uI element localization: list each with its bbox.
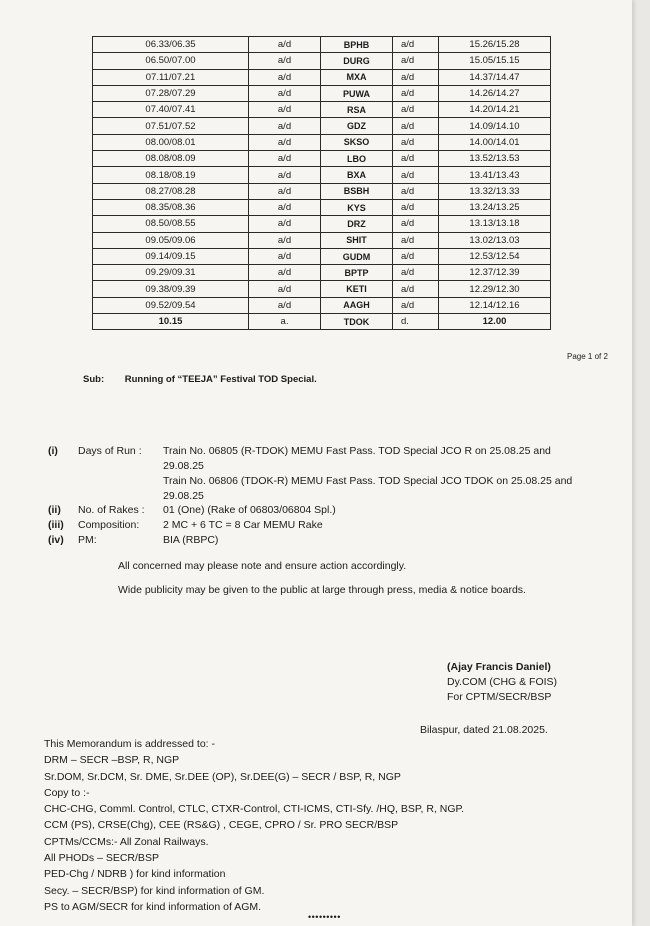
dep-arr-time-cell: 08.00/08.01 [93,134,249,150]
item-number: (ii) [48,504,61,516]
return-time-cell: 13.52/13.53 [439,151,551,167]
table-row [93,69,551,85]
days-of-run-item [48,444,608,502]
memo-line: This Memorandum is addressed to: - [44,738,215,750]
dep-arr-time-cell: 08.35/08.36 [93,199,249,215]
ad-cell: a/d [249,85,321,101]
ad-cell: a/d [249,265,321,281]
page-number: Page 1 of 2 [567,352,608,361]
ad-cell: a/d [249,37,321,53]
return-time-cell: 13.13/13.18 [439,216,551,232]
station-cell: BSBH [321,183,393,199]
dep-arr-time-cell: 08.08/08.09 [93,151,249,167]
return-time-cell: 13.41/13.43 [439,167,551,183]
table-row [93,167,551,183]
station-cell: TDOK [321,314,393,330]
return-time-cell: 12.37/12.39 [439,265,551,281]
ad-cell: a/d [249,69,321,85]
dep-arr-time-cell: 07.40/07.41 [93,102,249,118]
signatory-name: (Ajay Francis Daniel) [447,661,551,673]
dep-arr-time-cell: 07.28/07.29 [93,85,249,101]
table-row [93,216,551,232]
table-row [93,37,551,53]
item-value: 2 MC + 6 TC = 8 Car MEMU Rake [163,519,323,531]
return-time-cell: 14.20/14.21 [439,102,551,118]
ad-cell: a/d [249,216,321,232]
table-row [93,265,551,281]
table-row [93,183,551,199]
table-row [93,134,551,150]
subject-label: Sub: [83,374,105,385]
dep-arr-time-cell: 08.50/08.55 [93,216,249,232]
signature-block [447,660,557,705]
ad-cell: a/d [393,37,439,53]
item-label: Days of Run : [78,445,142,457]
table-row [93,85,551,101]
table-row [93,53,551,69]
place-date: Bilaspur, dated 21.08.2025. [420,724,548,736]
station-cell: BPTP [321,265,393,281]
return-time-cell: 14.00/14.01 [439,134,551,150]
ad-cell: a/d [393,102,439,118]
table-row [93,232,551,248]
return-time-cell: 12.00 [439,314,551,330]
memo-line: All PHODs – SECR/BSP [44,852,159,865]
subject-title: Running of “TEEJA” Festival TOD Special. [124,374,317,385]
pm-item [48,533,608,549]
memo-line: Sr.DOM, Sr.DCM, Sr. DME, Sr.DEE (OP), Sr.DEE(G) – SECR / BSP, R, NGP [44,770,401,783]
table-row [93,102,551,118]
station-cell: KYS [321,199,393,215]
composition-item [48,518,608,534]
station-cell: PUWA [321,85,393,101]
return-time-cell: 14.09/14.10 [439,118,551,134]
return-time-cell: 13.24/13.25 [439,199,551,215]
memo-line: Copy to :- [44,786,90,799]
return-time-cell: 12.53/12.54 [439,248,551,264]
station-cell: DURG [321,53,393,69]
item-label: Composition: [78,519,140,531]
dep-arr-time-cell: 07.51/07.52 [93,118,249,134]
return-time-cell: 13.02/13.03 [439,232,551,248]
ad-cell: a/d [393,281,439,297]
ad-cell: a/d [249,134,321,150]
station-cell: AAGH [321,297,393,313]
table-row [93,151,551,167]
item-number: (i) [48,445,58,457]
return-time-cell: 14.37/14.47 [439,69,551,85]
ad-cell: a/d [393,183,439,199]
memo-line: CCM (PS), CRSE(Chg), CEE (RS&G) , CEGE, CPRO / Sr. PRO SECR/BSP [44,819,399,832]
days-of-run-line: Train No. 06806 (TDOK-R) MEMU Fast Pass. TOD Special JCO TDOK on 25.08.25 and 29.08.25 [163,475,573,502]
return-time-cell: 12.14/12.16 [439,297,551,313]
item-number: (iv) [48,534,64,546]
station-cell: SHIT [321,232,393,248]
ad-cell: a/d [393,232,439,248]
note-paragraph: Wide publicity may be given to the public at large through press, media & notice boards. [118,584,526,596]
rakes-item [48,503,608,519]
station-cell: DRZ [321,216,393,232]
return-time-cell: 13.32/13.33 [439,183,551,199]
ad-cell: a/d [393,248,439,264]
subject-line [83,374,317,385]
ad-cell: a/d [393,134,439,150]
ad-cell: a/d [249,297,321,313]
dep-arr-time-cell: 09.14/09.15 [93,248,249,264]
dep-arr-time-cell: 09.52/09.54 [93,297,249,313]
ad-cell: a/d [249,248,321,264]
station-cell: MXA [321,69,393,85]
ad-cell: a/d [249,199,321,215]
ad-cell: d. [393,314,439,330]
dep-arr-time-cell: 07.11/07.21 [93,69,249,85]
memo-line: PS to AGM/SECR for kind information of AGM. [44,900,262,913]
dep-arr-time-cell: 10.15 [93,314,249,330]
dep-arr-time-cell: 08.18/08.19 [93,167,249,183]
ad-cell: a/d [249,151,321,167]
ad-cell: a/d [393,167,439,183]
ad-cell: a/d [249,232,321,248]
ad-cell: a/d [393,69,439,85]
table-row [93,281,551,297]
ad-cell: a/d [393,85,439,101]
item-label: No. of Rakes : [78,504,145,516]
ad-cell: a/d [249,53,321,69]
timetable-table [92,36,551,330]
station-cell: GDZ [321,118,393,134]
item-number: (iii) [48,519,64,531]
table-row [93,118,551,134]
station-cell: RSA [321,102,393,118]
station-cell: BXA [321,167,393,183]
memo-line: CPTMs/CCMs:- All Zonal Railways. [44,835,209,848]
dep-arr-time-cell: 06.33/06.35 [93,37,249,53]
memo-line: Secy. – SECR/BSP) for kind information of GM. [44,884,265,897]
ad-cell: a/d [249,183,321,199]
return-time-cell: 14.26/14.27 [439,85,551,101]
item-value: BIA (RBPC) [163,534,219,546]
end-marker: ••••••••• [308,912,341,922]
ad-cell: a/d [393,53,439,69]
dep-arr-time-cell: 09.29/09.31 [93,265,249,281]
memo-line: DRM – SECR –BSP, R, NGP [44,754,180,767]
table-row [93,248,551,264]
days-of-run-line: Train No. 06805 (R-TDOK) MEMU Fast Pass. TOD Special JCO R on 25.08.25 and 29.08.25 [163,445,551,472]
return-time-cell: 12.29/12.30 [439,281,551,297]
station-cell: GUDM [321,248,393,264]
ad-cell: a/d [393,118,439,134]
ad-cell: a. [249,314,321,330]
signatory-for: For CPTM/SECR/BSP [447,691,552,703]
note-paragraph: All concerned may please note and ensure action accordingly. [118,560,407,572]
item-label: PM: [78,534,97,546]
signatory-designation: Dy.COM (CHG & FOIS) [447,676,558,688]
ad-cell: a/d [393,297,439,313]
station-cell: BPHB [321,37,393,53]
return-time-cell: 15.26/15.28 [439,37,551,53]
table-row [93,297,551,313]
ad-cell: a/d [249,118,321,134]
item-value: 01 (One) (Rake of 06803/06804 Spl.) [163,504,336,516]
dep-arr-time-cell: 09.05/09.06 [93,232,249,248]
memo-distribution [44,736,464,915]
memo-line: CHC-CHG, Comml. Control, CTLC, CTXR-Control, CTI-ICMS, CTI-Sfy. /HQ, BSP, R, NGP. [44,803,465,816]
ad-cell: a/d [249,281,321,297]
ad-cell: a/d [393,199,439,215]
memo-line: PED-Chg / NDRB ) for kind information [44,868,226,881]
dep-arr-time-cell: 06.50/07.00 [93,53,249,69]
table-row [93,199,551,215]
station-cell: SKSO [321,134,393,150]
ad-cell: a/d [393,265,439,281]
station-cell: KETI [321,281,393,297]
ad-cell: a/d [393,216,439,232]
station-cell: LBO [321,151,393,167]
ad-cell: a/d [249,102,321,118]
return-time-cell: 15.05/15.15 [439,53,551,69]
dep-arr-time-cell: 09.38/09.39 [93,281,249,297]
ad-cell: a/d [393,151,439,167]
table-row [93,314,551,330]
ad-cell: a/d [249,167,321,183]
dep-arr-time-cell: 08.27/08.28 [93,183,249,199]
